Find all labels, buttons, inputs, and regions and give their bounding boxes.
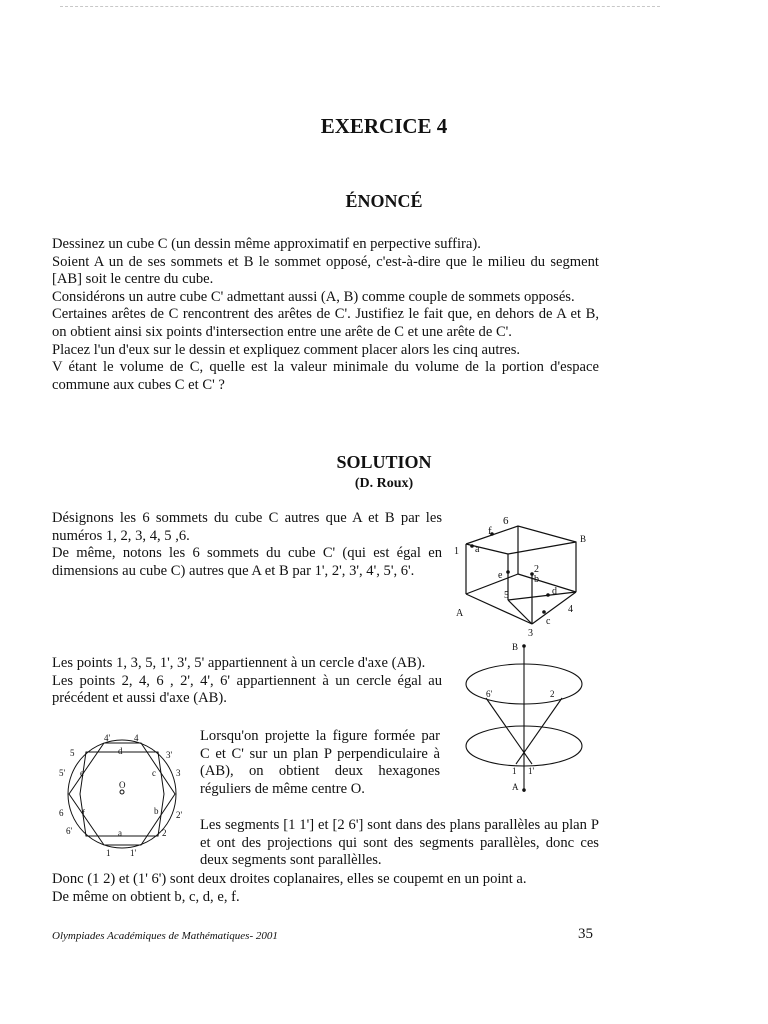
statement-line: Considérons un autre cube C' admettant aussi (A, B) comme couple de sommets opposés.: [52, 288, 575, 305]
solution-intro-line: Désignons les 6 sommets du cube C autres que A et B par les numéros 1, 2, 3, 4, 5 ,6.: [52, 510, 442, 544]
label-B: B: [580, 534, 587, 544]
label-1p: 1': [130, 848, 137, 858]
solution-circles-line: Les points 2, 4, 6 , 2', 4', 6' appartiennent à un cercle égal au précédent et aussi d'axe (AB).: [52, 672, 442, 707]
label-3p: 3': [166, 750, 173, 760]
label-4: 4: [134, 733, 139, 743]
scan-top-edge: [60, 6, 660, 8]
center-O-mark: [120, 790, 124, 794]
axis-circles-figure: [460, 640, 590, 798]
point-e: [506, 570, 510, 574]
statement-line: Placez l'un d'eux sur le dessin et expliquez comment placer alors les cinq autres.: [52, 341, 521, 358]
statement-line: Dessinez un cube C (un dessin même approximatif en perpective suffira).: [52, 236, 481, 252]
label-6p: 6': [66, 826, 73, 836]
statement-text: [52, 236, 599, 394]
statement-line: Soient A un de ses sommets et B le sommet opposé, c'est-à-dire que le milieu du segment [AB] soit le centre du cube.: [52, 253, 599, 288]
solution-conclusion: [52, 871, 599, 906]
segment-6p: [486, 698, 532, 764]
label-a: a: [118, 828, 122, 838]
label-b: b: [534, 574, 539, 585]
solution-intro-line: De même, notons les 6 sommets du cube C' (qui est égal en dimensions au cube C) autres que A et B par 1', 2', 3', 4', 5', 6'.: [52, 545, 442, 579]
label-c: c: [546, 616, 551, 627]
point-d: [546, 593, 550, 597]
solution-heading: SOLUTION: [336, 452, 432, 472]
label-f: f: [82, 808, 85, 818]
label-e: e: [80, 768, 84, 778]
label-6p: 6': [486, 689, 493, 699]
label-1: 1: [512, 766, 517, 776]
solution-conclusion-line: De même on obtient b, c, d, e, f.: [52, 888, 240, 905]
solution-circles-line: Les points 1, 3, 5, 1', 3', 5' appartiennent à un cercle d'axe (AB).: [52, 655, 426, 671]
label-3: 3: [528, 628, 533, 639]
label-6: 6: [503, 515, 509, 527]
solution-circles: [52, 655, 442, 708]
solution-segments: Les segments [1 1'] et [2 6'] sont dans des plans parallèles au plan P et ont des projections qui sont des segments parallèles, donc ces deux segments sont parallèlles.: [200, 817, 599, 869]
solution-conclusion-line: Donc (1 2) et (1' 6') sont deux droites coplanaires, elles se coupemt en un point a.: [52, 871, 527, 887]
cube-edge: [518, 574, 576, 592]
label-A: A: [456, 608, 464, 619]
label-d: d: [552, 586, 557, 597]
cube-figure: [448, 512, 598, 640]
label-4: 4: [568, 604, 573, 615]
cube-edges-back: [466, 526, 576, 592]
label-1: 1: [106, 848, 111, 858]
cube-edge: [466, 574, 518, 594]
label-2: 2: [162, 828, 167, 838]
label-B: B: [512, 642, 519, 652]
label-A: A: [512, 782, 519, 792]
label-a: a: [475, 544, 480, 555]
label-c: c: [152, 768, 156, 778]
label-2: 2: [550, 689, 555, 699]
point-A: [522, 788, 526, 792]
page-number: 35: [578, 926, 593, 942]
statement-heading: ÉNONCÉ: [345, 191, 423, 211]
label-f: f: [488, 525, 492, 537]
point-B: [522, 644, 526, 648]
label-4p: 4': [104, 733, 111, 743]
label-2: 2: [534, 564, 539, 575]
label-2p: 2': [176, 810, 183, 820]
segment-2: [516, 698, 562, 764]
label-e: e: [498, 570, 503, 581]
point-a: [470, 544, 474, 548]
label-5: 5: [70, 748, 75, 758]
label-3: 3: [176, 768, 181, 778]
label-d: d: [118, 746, 123, 756]
label-5p: 5': [59, 768, 66, 778]
solution-projection: Lorsqu'on projette la figure formée par C et C' sur un plan P perpendiculaire à (AB), on obtient deux hexagones réguliers de même centre O.: [200, 728, 440, 797]
cube-edge: [508, 600, 532, 624]
point-c: [542, 610, 546, 614]
label-1p: 1': [528, 766, 535, 776]
label-5: 5: [504, 590, 509, 601]
hexagons-figure: [56, 730, 186, 858]
statement-line: V étant le volume de C, quelle est la valeur minimale du volume de la portion d'espace commune aux cubes C et C' ?: [52, 359, 599, 393]
solution-intro: [52, 510, 442, 580]
solution-author: (D. Roux): [354, 476, 414, 491]
label-O: O: [119, 780, 126, 790]
exercise-title: EXERCICE 4: [320, 114, 448, 138]
label-6: 6: [59, 808, 64, 818]
label-1: 1: [454, 546, 459, 557]
footer-source: Olympiades Académiques de Mathématiques- 2001: [52, 930, 278, 942]
label-b: b: [154, 806, 159, 816]
statement-line: Certaines arêtes de C rencontrent des arêtes de C'. Justifiez le fait que, en dehors de A et B, on obtient ainsi six points d'intersection entre une arête de C et une arête de C'.: [52, 306, 599, 340]
